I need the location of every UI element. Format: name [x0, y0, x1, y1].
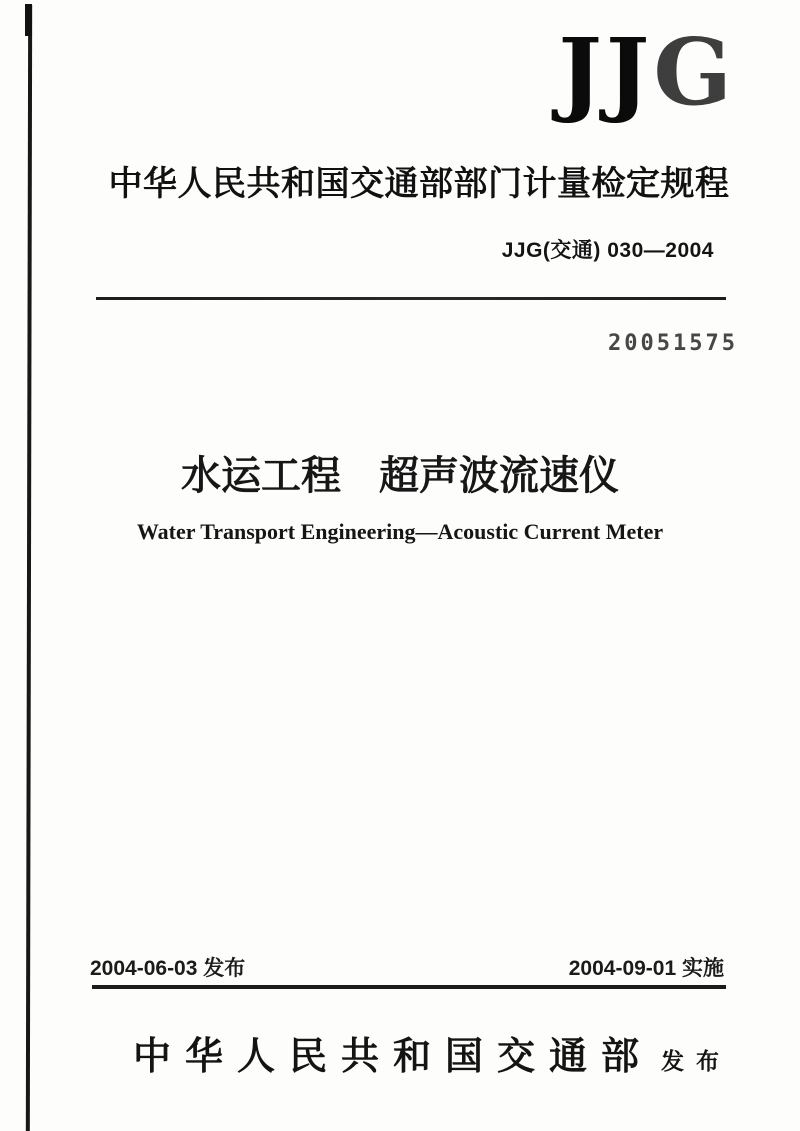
- issuer-action-label: 发布: [661, 1049, 732, 1074]
- document-title-chinese-part1: 水运工程: [181, 454, 341, 498]
- issue-date: 2004-06-03 发布: [90, 957, 246, 980]
- scan-binding-line: [26, 5, 32, 1131]
- document-number: JJG(交通) 030—2004: [501, 239, 714, 262]
- header-divider-rule: [96, 297, 726, 300]
- jjg-logo-letter: G: [653, 18, 736, 126]
- jjg-logo-letter: J: [605, 18, 654, 126]
- jjg-logo: [516, 18, 736, 126]
- issuer-row: [133, 1038, 731, 1076]
- document-title-english: Water Transport Engineering—Acoustic Current Meter: [136, 519, 664, 544]
- dates-row: [90, 952, 724, 982]
- document-title-chinese-part2: 超声波流速仪: [379, 454, 619, 498]
- registration-stamp-number: 20051575: [608, 331, 738, 356]
- footer-divider-rule: [92, 985, 726, 989]
- implementation-date: 2004-09-01 实施: [568, 957, 724, 980]
- scan-binding-line-cap: [25, 4, 32, 36]
- document-title-chinese: [50, 444, 750, 501]
- jjg-logo-letter: J: [558, 18, 606, 126]
- issuing-authority: 中华人民共和国交通部: [133, 1036, 654, 1078]
- regulation-category-title: 中华人民共和国交通部部门计量检定规程: [108, 165, 730, 203]
